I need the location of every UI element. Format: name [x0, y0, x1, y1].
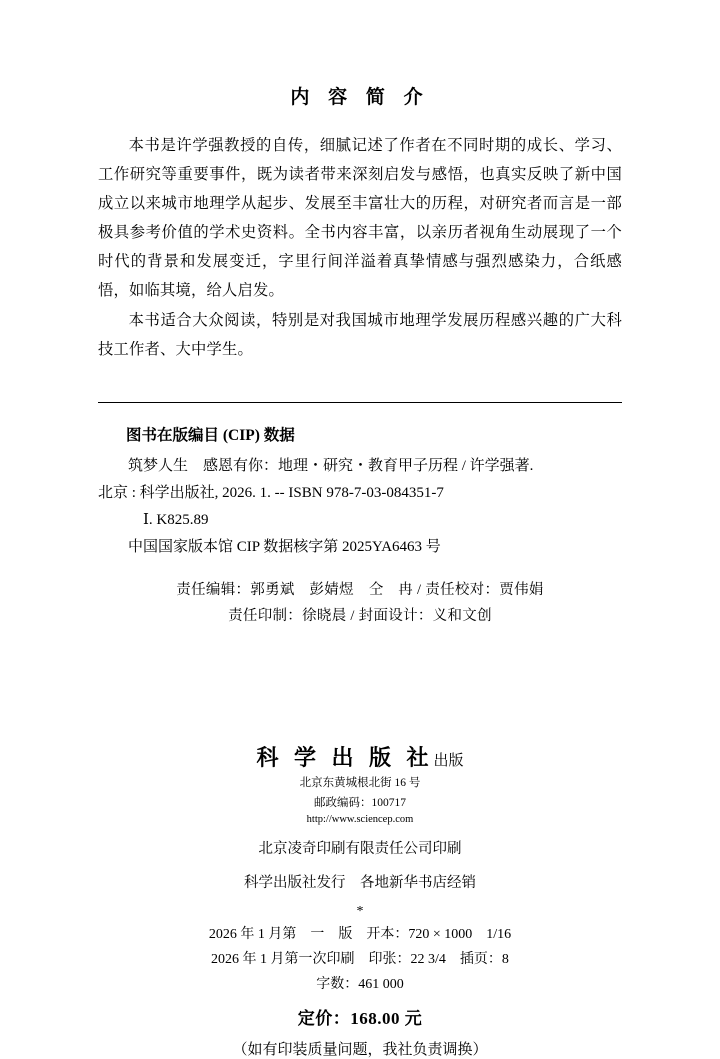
- cip-line: 筑梦人生 感恩有你：地理・研究・教育甲子历程 / 许学强著.: [128, 458, 534, 474]
- credit-line-production: 责任印制：徐晓晨 / 封面设计：义和文创: [228, 608, 492, 624]
- publisher-name: [98, 741, 622, 772]
- publisher-address: 北京东黄城根北街 16 号: [299, 777, 421, 789]
- summary-paragraph: 本书适合大众阅读，特别是对我国城市地理学发展历程感兴趣的广大科技工作者、大中学生。: [98, 312, 622, 358]
- distribution-info: 科学出版社发行 各地新华书店经销: [244, 875, 476, 891]
- publisher-url[interactable]: http://www.sciencep.com: [306, 814, 414, 825]
- publisher-block: [98, 741, 622, 1059]
- separator-asterisk: *: [356, 904, 364, 919]
- price-label: 定价：168.00 元: [297, 1009, 423, 1028]
- publisher-postcode: 邮政编码：100717: [314, 797, 406, 809]
- summary-paragraph: 本书是许学强教授的自传，细腻记述了作者在不同时期的成长、学习、工作研究等重要事件，既为读者带来深刻启发与感悟，也真实反映了新中国成立以来城市地理学从起步、发展至丰富壮大的历程，对研究者而言是一部极具参考价值的学术史资料。全书内容丰富，以亲历者视角生动展现了一个时代的背景和发展变迁，字里行间洋溢着真挚情感与强烈感染力，合纸感悟，如临其境，给人启发。: [98, 137, 622, 299]
- spec-line-edition: 2026 年 1 月第 一 版 开本：720 × 1000 1/16: [208, 927, 512, 942]
- cip-line: Ⅰ. K825.89: [143, 512, 209, 528]
- credits-block: [98, 577, 622, 629]
- credit-line-editor: 责任编辑：郭勇斌 彭婧煜 仝 冉 / 责任校对：贾伟娟: [176, 582, 544, 598]
- summary-title: 内 容 简 介: [290, 87, 430, 108]
- cip-line: 北京 : 科学出版社, 2026. 1. -- ISBN 978-7-03-084351-7: [98, 485, 444, 501]
- cip-heading: 图书在版编目 (CIP) 数据: [126, 427, 295, 444]
- section-divider: [98, 402, 622, 403]
- spec-line-printing: 2026 年 1 月第一次印刷 印张：22 3/4 插页：8: [211, 952, 509, 967]
- cip-line: 中国国家版本馆 CIP 数据核字第 2025YA6463 号: [128, 539, 441, 555]
- printer-name: 北京凌奇印刷有限责任公司印刷: [258, 841, 462, 857]
- spec-line-wordcount: 字数：461 000: [316, 977, 404, 992]
- publisher-name-text: 科 学 出 版 社: [256, 745, 434, 770]
- quality-note: （如有印装质量问题，我社负责调换）: [232, 1042, 488, 1058]
- publisher-name-suffix: 出版: [433, 753, 464, 769]
